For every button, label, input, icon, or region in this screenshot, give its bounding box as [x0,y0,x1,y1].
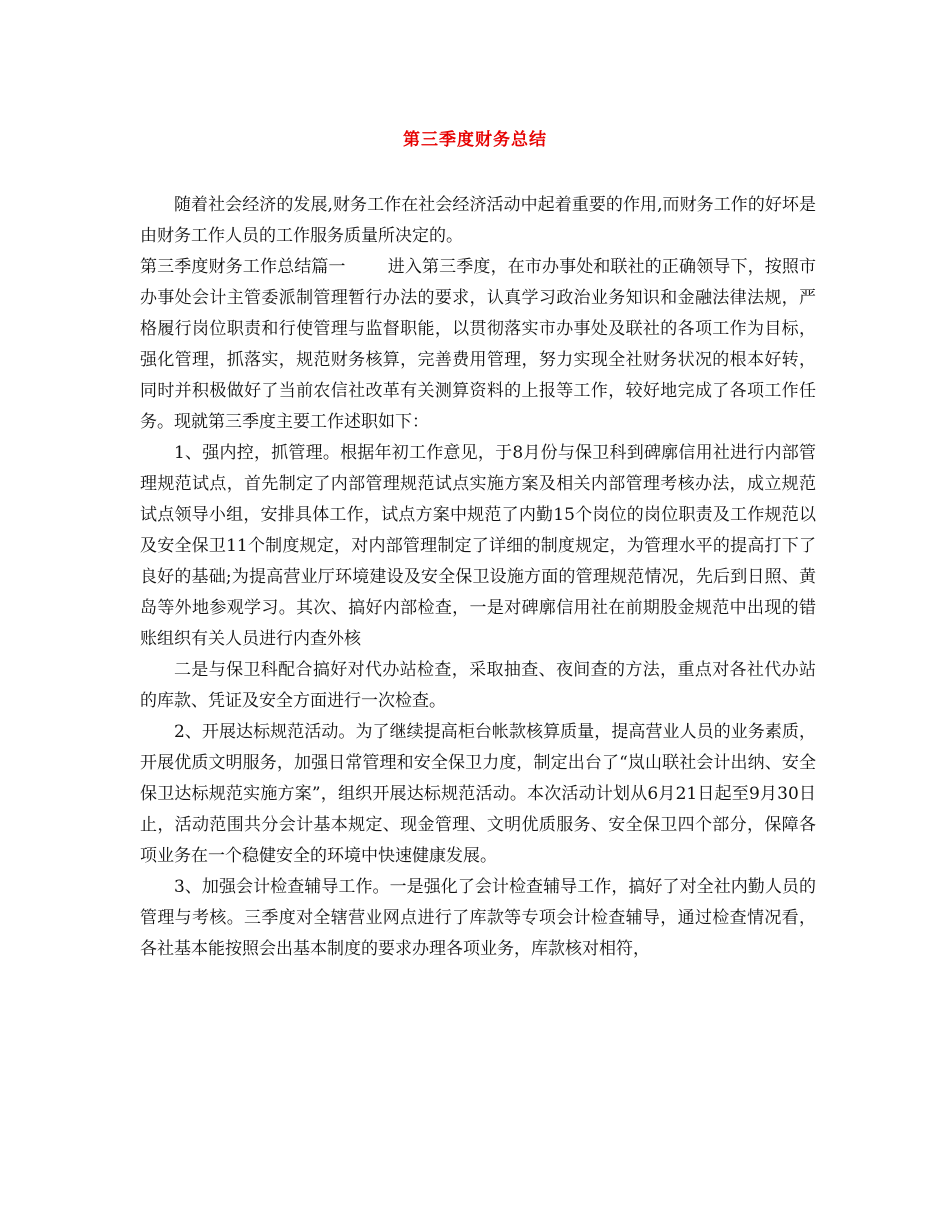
paragraph-accounting-inspection: 3、加强会计检查辅导工作。一是强化了会计检查辅导工作，搞好了对全社内勤人员的管理与考核。三季度对全辖营业网点进行了库款等专项会计检查辅导，通过检查情况看，各社基本能按照会出基本制度的要求办理各项业务，库款核对相符， [140,877,816,959]
section-label: 第三季度财务工作总结篇一 [140,257,346,277]
section-lead-text: 进入第三季度，在市办事处和联社的正确领导下，按照市办事处会计主管委派制管理暂行办法的要求，认真学习政治业务知识和金融法律法规，严格履行岗位职责和行使管理与监督职能，以贯彻落实市办事处及联社的各项工作为目标，强化管理，抓落实，规范财务核算，完善费用管理，努力实现全社财务状况的根本好转，同时并积极做好了当前农信社改革有关测算资料的上报等工作，较好地完成了各项工作任务。现就第三季度主要工作述职如下： [140,257,817,432]
intro-paragraph: 随着社会经济的发展,财务工作在社会经济活动中起着重要的作用,而财务工作的好坏是由财务工作人员的工作服务质量所决定的。 [140,195,816,246]
paragraph-agency-inspection: 二是与保卫科配合搞好对代办站检查，采取抽查、夜间查的方法，重点对各社代办站的库款、凭证及安全方面进行一次检查。 [140,660,816,711]
paragraph-internal-control: 1、强内控，抓管理。根据年初工作意见，于8月份与保卫科到碑廓信用社进行内部管理规范试点，首先制定了内部管理规范试点实施方案及相关内部管理考核办法，成立规范试点领导小组，安排具体工作，试点方案中规范了内勤15个岗位的岗位职责及工作规范以及安全保卫11个制度规定，对内部管理制定了详细的制度规定，为管理水平的提高打下了良好的基础;为提高营业厅环境建设及安全保卫设施方面的管理规范情况，先后到日照、黄岛等外地参观学习。其次、搞好内部检查，一是对碑廓信用社在前期股金规范中出现的错账组织有关人员进行内查外核 [140,443,816,649]
section-paragraph [140,252,816,438]
document-body [140,190,816,965]
paragraph-standards-activity: 2、开展达标规范活动。为了继续提高柜台帐款核算质量，提高营业人员的业务素质，开展优质文明服务，加强日常管理和安全保卫力度，制定出台了“岚山联社会计出纳、安全保卫达标规范实施方案”，组织开展达标规范活动。本次活动计划从6月21日起至9月30日止，活动范围共分会计基本规定、现金管理、文明优质服务、安全保卫四个部分，保障各项业务在一个稳健安全的环境中快速健康发展。 [140,722,816,866]
document-title: 第三季度财务总结 [403,130,547,150]
